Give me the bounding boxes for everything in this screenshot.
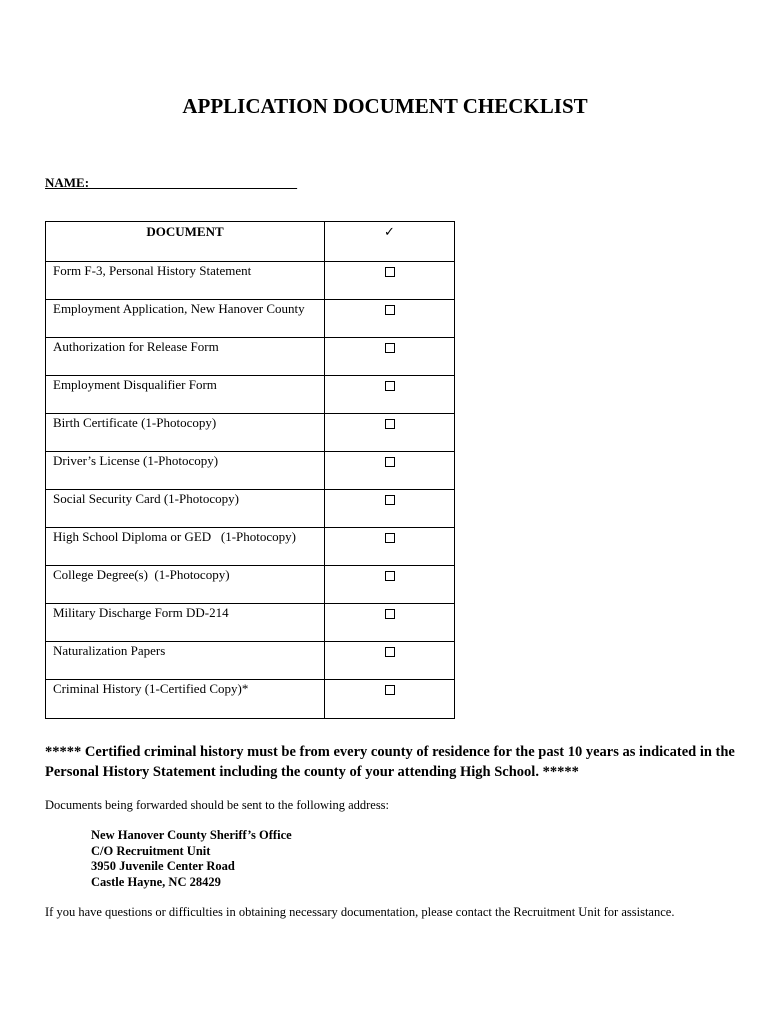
checklist-row [46, 300, 455, 338]
document-cell [46, 642, 325, 680]
checkmark-icon: ✓ [384, 225, 395, 240]
address-line-2: C/O Recruitment Unit [91, 843, 211, 858]
document-cell [46, 680, 325, 719]
checkbox-cell [325, 452, 455, 490]
document-cell [46, 262, 325, 300]
document-cell [46, 528, 325, 566]
checkbox-cell [325, 566, 455, 604]
checkbox[interactable] [385, 381, 395, 391]
document-cell [46, 338, 325, 376]
checkbox-cell [325, 680, 455, 719]
checkbox[interactable] [385, 647, 395, 657]
document-label: Authorization for Release Form [53, 339, 219, 354]
checkbox[interactable] [385, 685, 395, 695]
address-line-3: 3950 Juvenile Center Road [91, 859, 235, 873]
contact-instructions: If you have questions or difficulties in obtaining necessary documentation, please contact the Recruitment Unit for assistance. [45, 905, 675, 919]
name-label: NAME: [45, 175, 90, 190]
mailing-address [91, 828, 292, 890]
document-label: Social Security Card (1-Photocopy) [53, 491, 239, 506]
checklist-row [46, 262, 455, 300]
checkbox-cell [325, 490, 455, 528]
document-cell [46, 376, 325, 414]
document-label: Employment Disqualifier Form [53, 377, 217, 392]
address-line-1: New Hanover County Sheriff’s Office [91, 828, 292, 842]
checkbox[interactable] [385, 267, 395, 277]
document-cell [46, 604, 325, 642]
document-column-header [46, 222, 325, 262]
checkbox-cell [325, 338, 455, 376]
document-label: High School Diploma or GED (1-Photocopy) [53, 529, 297, 544]
checkbox-cell [325, 604, 455, 642]
checkbox[interactable] [385, 419, 395, 429]
document-header-label: DOCUMENT [146, 224, 224, 239]
checklist-row [46, 414, 455, 452]
checkbox-cell [325, 262, 455, 300]
checkbox[interactable] [385, 609, 395, 619]
checkbox-cell [325, 376, 455, 414]
document-cell [46, 452, 325, 490]
checkbox[interactable] [385, 533, 395, 543]
checkbox-cell [325, 528, 455, 566]
document-label: Criminal History (1-Certified Copy)* [53, 681, 249, 696]
document-cell [46, 300, 325, 338]
document-checklist-table [45, 221, 455, 719]
checklist-row [46, 642, 455, 680]
document-label: College Degree(s) (1-Photocopy) [53, 567, 230, 582]
document-label: Employment Application, New Hanover County [53, 301, 305, 316]
document-label: Birth Certificate (1-Photocopy) [53, 415, 217, 430]
checkbox[interactable] [385, 305, 395, 315]
checkbox[interactable] [385, 571, 395, 581]
checklist-row [46, 680, 455, 719]
document-label: Naturalization Papers [53, 643, 166, 658]
table-header-row [46, 222, 455, 262]
criminal-history-notice: ***** Certified criminal history must be from every county of residence for the past 10 years as indicated in the Personal History Statement including the county of your attending High School. ***** [45, 744, 735, 780]
checklist-body [46, 262, 455, 719]
name-field[interactable] [45, 175, 297, 191]
checkbox[interactable] [385, 495, 395, 505]
checkbox-cell [325, 414, 455, 452]
document-label: Driver’s License (1-Photocopy) [53, 453, 219, 468]
checklist-row [46, 338, 455, 376]
document-label: Military Discharge Form DD-214 [53, 605, 229, 620]
forwarding-instructions: Documents being forwarded should be sent to the following address: [45, 798, 390, 812]
checklist-row [46, 376, 455, 414]
checkbox[interactable] [385, 343, 395, 353]
checkbox-cell [325, 642, 455, 680]
checklist-row [46, 490, 455, 528]
checklist-row [46, 566, 455, 604]
page-title: APPLICATION DOCUMENT CHECKLIST [182, 94, 588, 118]
checkbox-cell [325, 300, 455, 338]
document-cell [46, 566, 325, 604]
document-cell [46, 414, 325, 452]
checklist-row [46, 452, 455, 490]
document-cell [46, 490, 325, 528]
address-line-4: Castle Hayne, NC 28429 [91, 874, 221, 889]
name-blank-line[interactable]: ________________________________ [89, 175, 298, 190]
checklist-row [46, 528, 455, 566]
checkbox[interactable] [385, 457, 395, 467]
document-label: Form F-3, Personal History Statement [53, 263, 252, 278]
checklist-row [46, 604, 455, 642]
check-column-header [325, 222, 455, 262]
